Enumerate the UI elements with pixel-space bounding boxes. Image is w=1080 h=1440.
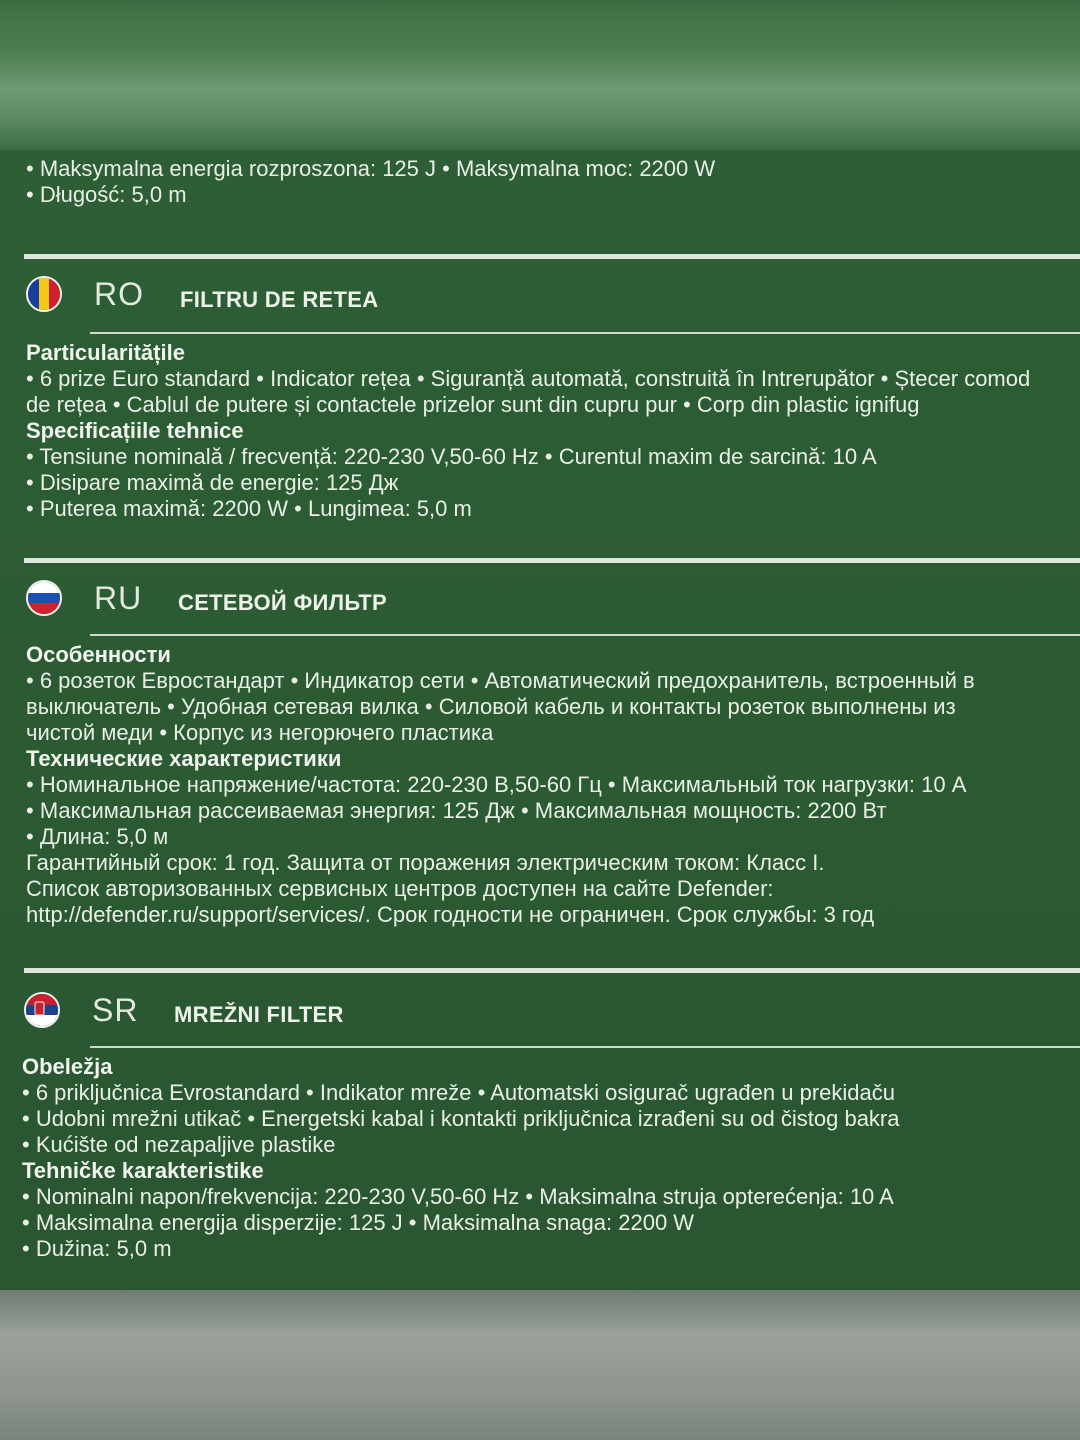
features-line: de rețea • Cablul de putere și contactele prizelor sunt din cupru pur • Corp din plastic ignifug [26, 392, 920, 417]
features-line: • Udobni mrežni utikač • Energetski kabal i kontakti priključnica izrađeni su od čistog bakra [22, 1106, 900, 1131]
specs-heading: Specificațiile tehnice [26, 418, 244, 443]
service-url-line: http://defender.ru/support/services/. Срок годности не ограничен. Срок службы: 3 год [26, 902, 875, 927]
specs-heading: Tehničke karakteristike [22, 1158, 264, 1183]
section-ru-body [26, 642, 1080, 928]
section-title: MREŽNI FILTER [174, 1002, 344, 1027]
features-line: • 6 prize Euro standard • Indicator rețea • Siguranță automată, construită în Intrerupător • Ștecer comod [26, 366, 1031, 391]
features-line: • 6 розеток Евростандарт • Индикатор сети • Автоматический предохранитель, встроенный в [26, 668, 975, 693]
specs-line: • Tensiune nominală / frecvență: 220-230 V,50-60 Hz • Curentul maxim de sarcină: 10 A [26, 444, 877, 469]
pl-line: • Maksymalna energia rozproszona: 125 J • Maksymalna moc: 2200 W [26, 156, 716, 181]
flag-ro-icon [26, 276, 62, 312]
features-line: • 6 priključnica Evrostandard • Indikator mreže • Automatski osigurač ugrađen u prekidaču [22, 1080, 895, 1105]
features-heading: Particularitățile [26, 340, 185, 365]
blurred-bottom-edge [0, 1290, 1080, 1440]
language-code: RU [94, 580, 143, 616]
specs-line: • Номинальное напряжение/частота: 220-230 В,50-60 Гц • Максимальный ток нагрузки: 10 А [26, 772, 967, 797]
specs-line: • Dužina: 5,0 m [22, 1236, 172, 1261]
pl-section-tail [26, 156, 1066, 208]
flag-sr-icon [24, 992, 60, 1028]
specs-line: • Длина: 5,0 м [26, 824, 169, 849]
specs-line: • Disipare maximă de energie: 125 Дж [26, 470, 399, 495]
section-divider [24, 558, 1080, 563]
language-code: RO [94, 276, 144, 312]
features-heading: Obeležja [22, 1054, 113, 1079]
service-centers-line: Список авторизованных сервисных центров доступен на сайте Defender: [26, 876, 774, 901]
features-heading: Особенности [26, 642, 171, 667]
section-underline [90, 634, 1080, 636]
specs-line: • Puterea maximă: 2200 W • Lungimea: 5,0 m [26, 496, 472, 521]
section-divider [24, 254, 1080, 259]
section-title: FILTRU DE RETEA [180, 287, 379, 312]
specs-line: • Nominalni napon/frekvencija: 220-230 V,50-60 Hz • Maksimalna struja opterećenja: 10 A [22, 1184, 894, 1209]
section-sr-body [22, 1054, 1076, 1262]
features-line: • Kućište od nezapaljive plastike [22, 1132, 336, 1157]
features-line: чистой меди • Корпус из негорючего пластика [26, 720, 494, 745]
section-underline [90, 1046, 1080, 1048]
specs-heading: Технические характеристики [26, 746, 342, 771]
blurred-top-edge [0, 0, 1080, 150]
flag-ru-icon [26, 580, 62, 616]
warranty-line: Гарантийный срок: 1 год. Защита от поражения электрическим током: Класс I. [26, 850, 825, 875]
specs-line: • Maksimalna energija disperzije: 125 J • Maksimalna snaga: 2200 W [22, 1210, 695, 1235]
section-title: СЕТЕВОЙ ФИЛЬТР [178, 590, 387, 615]
features-line: выключатель • Удобная сетевая вилка • Силовой кабель и контакты розеток выполнены из [26, 694, 956, 719]
section-ro-body [26, 340, 1080, 522]
section-underline [90, 332, 1080, 334]
specs-line: • Максимальная рассеиваемая энергия: 125 Дж • Максимальная мощность: 2200 Вт [26, 798, 887, 823]
section-divider [24, 968, 1080, 973]
pl-line: • Długość: 5,0 m [26, 182, 187, 207]
language-code: SR [92, 992, 139, 1028]
